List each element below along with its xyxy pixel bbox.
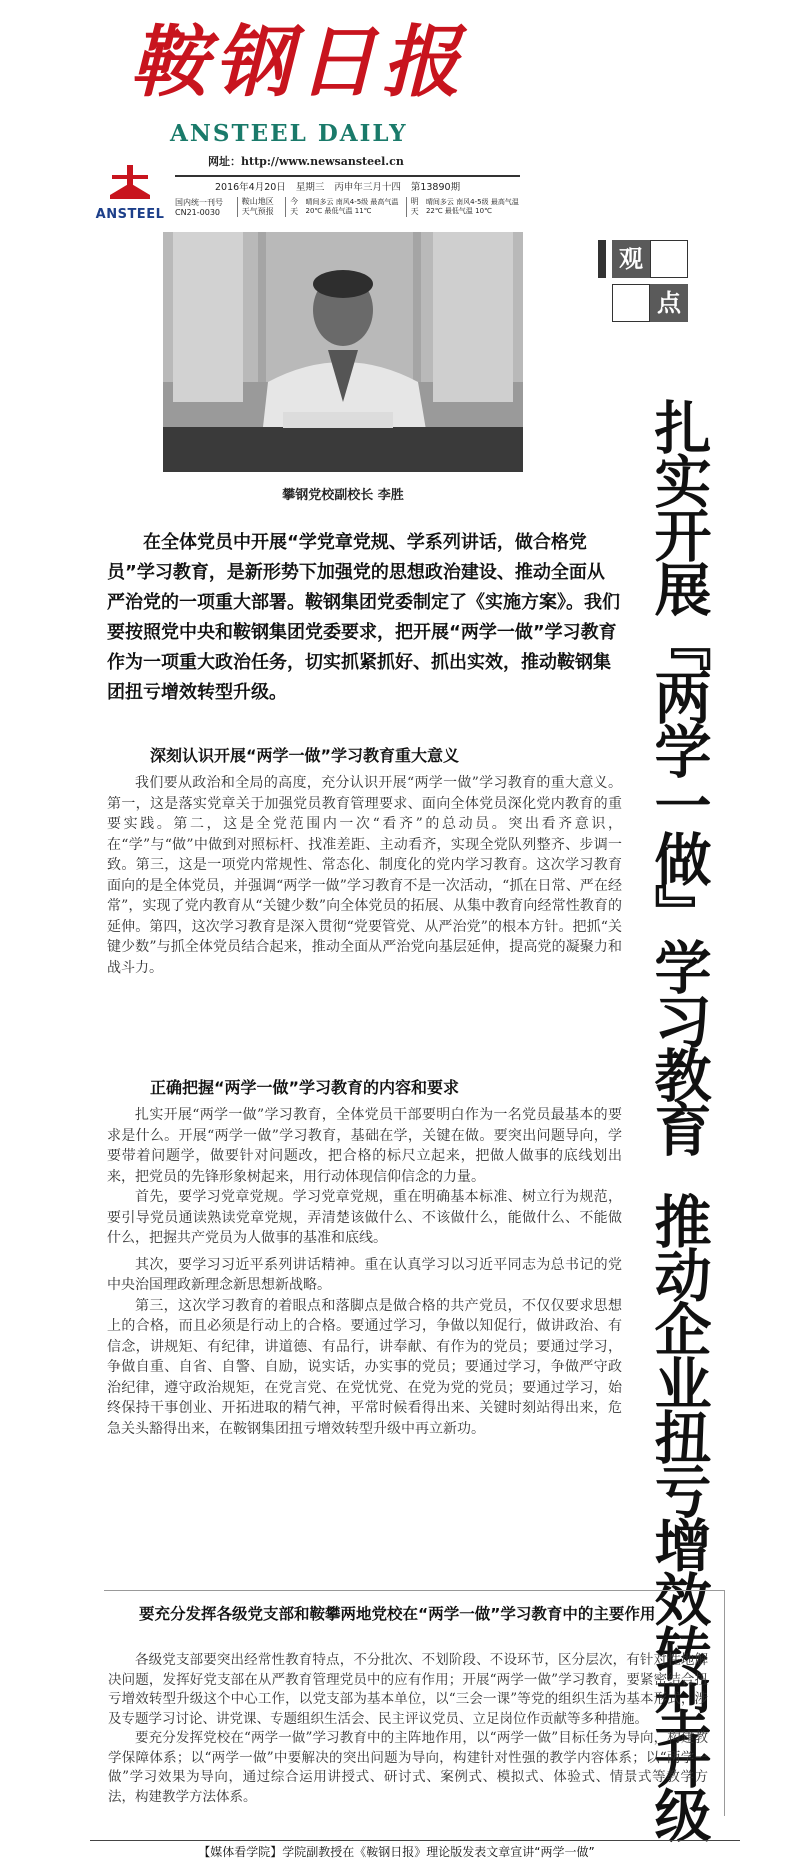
paragraph: 首先，要学习党章党规。学习党章党规，重在明确基本标准、树立行为规范，要引导党员通读熟读党章党规，弄清楚该做什么、不该做什么，能做什么、不能做什么，把握共产党员为人做事的基准和底线。: [107, 1189, 622, 1246]
issue-number: 第13890期: [410, 182, 461, 193]
issue-code: 国内统一刊号 CN21-0030: [175, 198, 223, 217]
weather-today: 晴间多云 南风4-5级 最高气温 20℃ 最低气温 11℃: [305, 198, 399, 215]
paragraph: 扎实开展“两学一做”学习教育，全体党员干部要明白作为一名党员最基本的要求是什么。开展“两学一做”学习教育，基础在学，关键在做。要突出问题导向，学要带着问题学，做要针对问题改，把合格的标尺立起来，把做人做事的底线划出来，把党员的先锋形象树起来，用行动体现信仰信念的力量。: [107, 1107, 622, 1185]
badge-char-guan: 观: [612, 240, 650, 278]
footer-divider: [90, 1840, 740, 1841]
badge-empty-box: [650, 240, 688, 278]
headline-line-1: 扎实开展『两学一做』学习教育: [645, 398, 711, 1154]
viewpoint-badge: [598, 240, 718, 330]
logo-text: ANSTEEL: [95, 207, 165, 222]
footer-caption: 【媒体看学院】学院副教授在《鞍钢日报》理论版发表文章宣讲“两学一做”: [198, 1845, 595, 1859]
weather-today-label: 今天: [285, 197, 299, 217]
masthead: [90, 10, 520, 220]
paragraph: 要充分发挥党校在“两学一做”学习教育中的主阵地作用，以“两学一做”目标任务为导向，构建教学保障体系；以“两学一做”中要解决的突出问题为导向，构建针对性强的教学内容体系；以“两学一做”学习效果为导向，通过综合运用讲授式、研讨式、案例式、模拟式、体验式、情景式等教学方法，构建教学方法体系。: [108, 1730, 708, 1805]
ansteel-logo: [90, 165, 170, 225]
lead-paragraph: 在全体党员中开展“学党章党规、学系列讲话，做合格党员”学习教育，是新形势下加强党的思想政治建设、推动全面从严治党的一项重大部署。鞍钢集团党委制定了《实施方案》。我们要按照党中央和鞍钢集团党委要求，把开展“两学一做”学习教育作为一项重大政治任务，切实抓紧抓好、抓出实效，推动鞍钢集团扭亏增效转型升级。: [107, 532, 620, 703]
issue-date: 2016年4月20日: [215, 182, 286, 193]
url-label: 网址：: [208, 155, 241, 168]
section-body: [108, 1651, 708, 1807]
issue-info-bar: [175, 175, 520, 217]
badge-empty-box: [612, 284, 650, 322]
issue-weekday: 星期三: [295, 182, 325, 193]
badge-char-dian: 点: [650, 284, 688, 322]
section-heading: 正确把握“两学一做”学习教育的内容和要求: [150, 1078, 460, 1097]
section-body: [107, 1105, 622, 1439]
paragraph: 其次，要学习习近平系列讲话精神。重在认真学习以习近平同志为总书记的党中央治国理政新理念新思想新战略。: [107, 1256, 622, 1293]
newspaper-title-english: ANSTEEL DAILY: [170, 120, 408, 147]
paragraph: 各级党支部要突出经常性教育特点，不分批次、不划阶段、不设环节，区分层次，有针对性地解决问题，发挥好党支部在从严教育管理党员中的应有作用；开展“两学一做”学习教育，要紧密结合扭亏增效转型升级这个中心工作，以党支部为基本单位，以“三会一课”等党的组织生活为基本形式，涉及专题学习讨论、讲党课、专题组织生活会、民主评议党员、立足岗位作贡献等多种措施。: [108, 1652, 708, 1727]
section-heading: 深刻认识开展“两学一做”学习教育重大意义: [150, 746, 460, 765]
ansteel-logo-icon: [108, 165, 152, 205]
section-body: [107, 773, 622, 978]
author-photo: [163, 232, 523, 472]
weather-region-label: 鞍山地区天气预报: [237, 197, 279, 217]
badge-bar: [598, 240, 606, 278]
author-portrait-image: [163, 232, 523, 472]
website-url[interactable]: http://www.newsansteel.cn: [241, 155, 404, 168]
section-heading: 要充分发挥各级党支部和鞍攀两地党校在“两学一做”学习教育中的主要作用: [139, 1605, 656, 1623]
paragraph: 第三，这次学习教育的着眼点和落脚点是做合格的共产党员，不仅仅要求思想上的合格，而且必须是行动上的合格。要通过学习，争做以知促行，做讲政治、有信念，讲规矩、有纪律，讲道德、有品行，讲奉献、有作为的党员；要通过学习，争做自重、自省、自警、自励，说实话，办实事的党员；要通过学习，争做严守政治纪律，遵守政治规矩，在党言党、在党忧党、在党为党的党员；要通过学习，始终保持干事创业、开拓进取的精气神，平常时候看得出来、关键时刻站得出来，危急关头豁得出来，在鞍钢集团扭亏增效转型升级中再立新功。: [107, 1297, 622, 1437]
article-headline: [645, 398, 711, 1840]
paragraph: 我们要从政治和全局的高度，充分认识开展“两学一做”学习教育的重大意义。第一，这是落实党章关于加强党员教育管理要求、面向全体党员深化党内教育的重要实践。第二，这是全党范围内一次“看齐”的总动员。突出看齐意识，在“学”与“做”中做到对照标杆、找准差距、主动看齐，实现全党队列整齐、步调一致。第三，这是一项党内常规性、常态化、制度化的党内学习教育。这次学习教育面向的是全体党员，并强调“两学一做”学习教育不是一次活动，“抓在日常、严在经常”，实现了党内教育从“关键少数”向全体党员的拓展、从集中教育向经常性教育的延伸。第四，这次学习教育是深入贯彻“党要管党、从严治党”的根本方针。把抓“关键少数”与抓全体党员结合起来，推动全面从严治党向基层延伸，提高党的凝聚力和战斗力。: [107, 775, 622, 976]
website-url-line: [208, 153, 404, 169]
weather-tomorrow: 晴间多云 南风4-5级 最高气温 22℃ 最低气温 10℃: [425, 198, 519, 215]
headline-line-2: 推动企业扭亏增效转型升级: [645, 1192, 711, 1840]
issue-lunar-date: 丙申年三月十四: [334, 182, 401, 193]
photo-caption: 攀钢党校副校长 李胜: [282, 488, 404, 503]
weather-tomorrow-label: 明天: [406, 197, 420, 217]
newspaper-title: 鞍钢日报: [130, 17, 467, 108]
boxed-section: [104, 1590, 725, 1816]
